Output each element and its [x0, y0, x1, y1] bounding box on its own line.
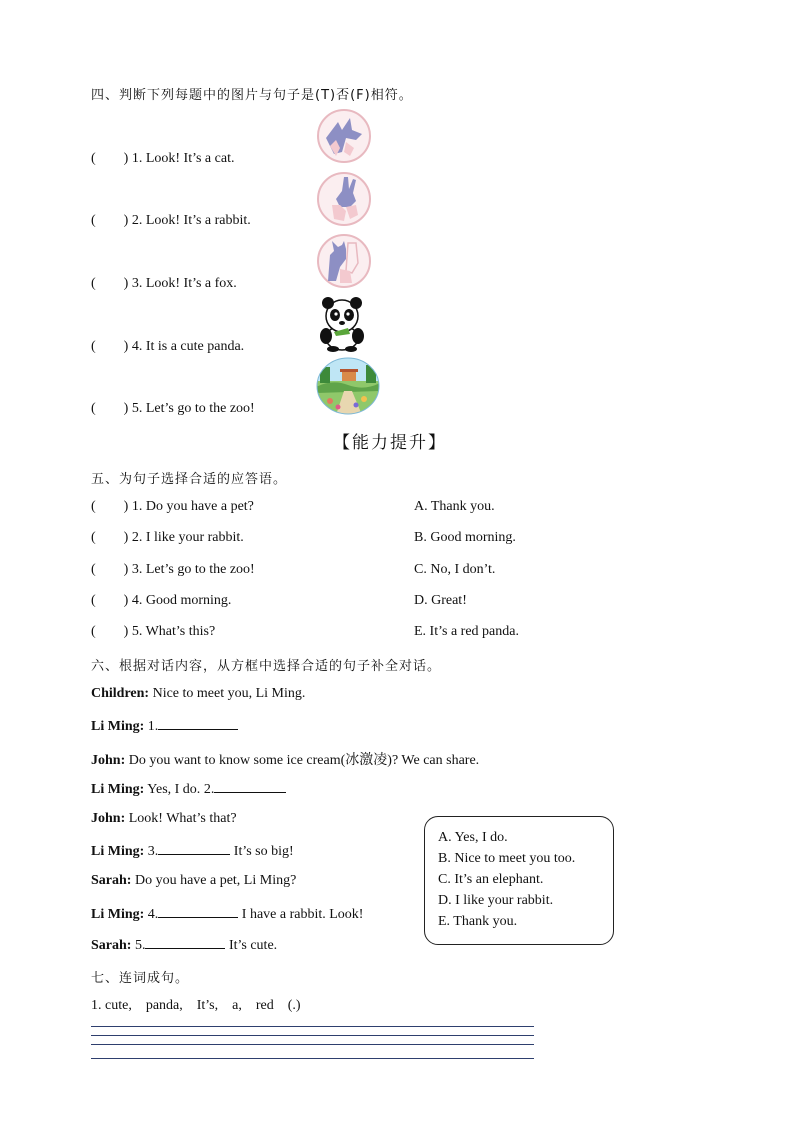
dialogue-line-5: [91, 811, 237, 827]
box-option-c: C. It’s an elephant.: [438, 872, 544, 887]
answer-paren[interactable]: ( ): [91, 624, 129, 639]
line-text: Do you want to know some ice cream(冰激凌)? We can share.: [128, 753, 480, 768]
speaker: Sarah:: [91, 938, 132, 953]
line-text: Look! What’s that?: [128, 811, 237, 826]
dialogue-line-6: [91, 842, 294, 860]
answer-paren[interactable]: ( ): [91, 593, 129, 608]
dialogue-line-9: [91, 936, 277, 954]
answer-paren[interactable]: ( ): [91, 276, 129, 291]
dialogue-line-7: [91, 873, 296, 889]
answer-paren[interactable]: ( ): [91, 499, 129, 514]
line-text: It’s cute.: [228, 938, 278, 953]
fox-shadow-puppet-image: [316, 108, 372, 164]
answer-paren[interactable]: ( ): [91, 151, 129, 166]
item-text: 3. Look! It’s a fox.: [131, 276, 237, 291]
section5-heading: 五、为句子选择合适的应答语。: [91, 472, 288, 487]
blank-number: 3.: [147, 844, 159, 859]
section4-item-1: [91, 151, 234, 167]
speaker: Li Ming:: [91, 719, 145, 734]
answer-blank[interactable]: [158, 842, 230, 855]
box-option-e: E. Thank you.: [438, 914, 518, 929]
rabbit-shadow-puppet-image: [316, 171, 372, 227]
line-text: Nice to meet you, Li Ming.: [152, 686, 306, 701]
answer-blank[interactable]: [145, 936, 225, 949]
writing-line[interactable]: [91, 1044, 534, 1045]
section5-question-3: [91, 562, 255, 578]
section4-item-3: [91, 276, 237, 292]
item-text: 2. Look! It’s a rabbit.: [131, 213, 251, 228]
writing-line[interactable]: [91, 1058, 534, 1059]
section5-question-2: [91, 530, 244, 546]
answer-paren[interactable]: ( ): [91, 213, 129, 228]
section5-option-e: E. It’s a red panda.: [414, 624, 519, 639]
answer-paren[interactable]: ( ): [91, 339, 129, 354]
section5-question-1: [91, 499, 254, 515]
box-option-a: A. Yes, I do.: [438, 830, 508, 845]
answer-paren[interactable]: ( ): [91, 530, 129, 545]
section4-item-2: [91, 213, 251, 229]
speaker: Sarah:: [91, 873, 132, 888]
section7-heading: 七、连词成句。: [91, 971, 190, 986]
item-text: 4. It is a cute panda.: [131, 339, 245, 354]
section5-option-c: C. No, I don’t.: [414, 562, 496, 577]
box-option-d: D. I like your rabbit.: [438, 893, 554, 908]
question-text: 1. Do you have a pet?: [131, 499, 254, 514]
writing-line[interactable]: [91, 1026, 534, 1027]
line-text: It’s so big!: [233, 844, 294, 859]
item-text: 1. Look! It’s a cat.: [131, 151, 235, 166]
speaker: Children:: [91, 686, 150, 701]
dialogue-line-2: [91, 717, 238, 735]
section4-heading: 四、判断下列每题中的图片与句子是(T)否(F)相符。: [91, 88, 413, 103]
question-text: 3. Let’s go to the zoo!: [131, 562, 255, 577]
blank-number: 4.: [147, 907, 159, 922]
speaker: John:: [91, 811, 126, 826]
ability-title: 【能力提升】: [333, 433, 447, 453]
blank-number: 1.: [147, 719, 159, 734]
section7-question-1: 1. cute, panda, It’s, a, red (.): [91, 998, 301, 1013]
line-text: Yes, I do.: [147, 782, 201, 797]
section5-option-a: A. Thank you.: [414, 499, 495, 514]
answer-blank[interactable]: [158, 905, 238, 918]
answer-blank[interactable]: [158, 717, 238, 730]
dialogue-line-1: [91, 686, 305, 702]
section6-heading: 六、根据对话内容，从方框中选择合适的句子补全对话。: [91, 659, 442, 674]
section4-item-5: [91, 401, 255, 417]
blank-number: 5.: [134, 938, 146, 953]
section5-question-5: [91, 624, 215, 640]
box-option-b: B. Nice to meet you too.: [438, 851, 576, 866]
section4-item-4: [91, 339, 244, 355]
dialogue-line-3: [91, 749, 479, 769]
line-text: I have a rabbit. Look!: [241, 907, 364, 922]
cat-shadow-puppet-image: [316, 233, 372, 289]
question-text: 2. I like your rabbit.: [131, 530, 244, 545]
writing-line[interactable]: [91, 1035, 534, 1036]
speaker: John:: [91, 753, 126, 768]
blank-number: 2.: [203, 782, 215, 797]
speaker: Li Ming:: [91, 782, 145, 797]
dialogue-line-4: [91, 780, 286, 798]
speaker: Li Ming:: [91, 844, 145, 859]
section5-option-d: D. Great!: [414, 593, 467, 608]
options-box: [424, 816, 614, 945]
section5-question-4: [91, 593, 231, 609]
line-text: Do you have a pet, Li Ming?: [134, 873, 297, 888]
item-text: 5. Let’s go to the zoo!: [131, 401, 255, 416]
zoo-scene-image: [316, 357, 380, 415]
dialogue-line-8: [91, 905, 363, 923]
question-text: 5. What’s this?: [131, 624, 216, 639]
section5-option-b: B. Good morning.: [414, 530, 516, 545]
answer-blank[interactable]: [214, 780, 286, 793]
answer-paren[interactable]: ( ): [91, 401, 129, 416]
speaker: Li Ming:: [91, 907, 145, 922]
question-text: 4. Good morning.: [131, 593, 232, 608]
answer-paren[interactable]: ( ): [91, 562, 129, 577]
panda-cartoon-image: [316, 296, 368, 352]
